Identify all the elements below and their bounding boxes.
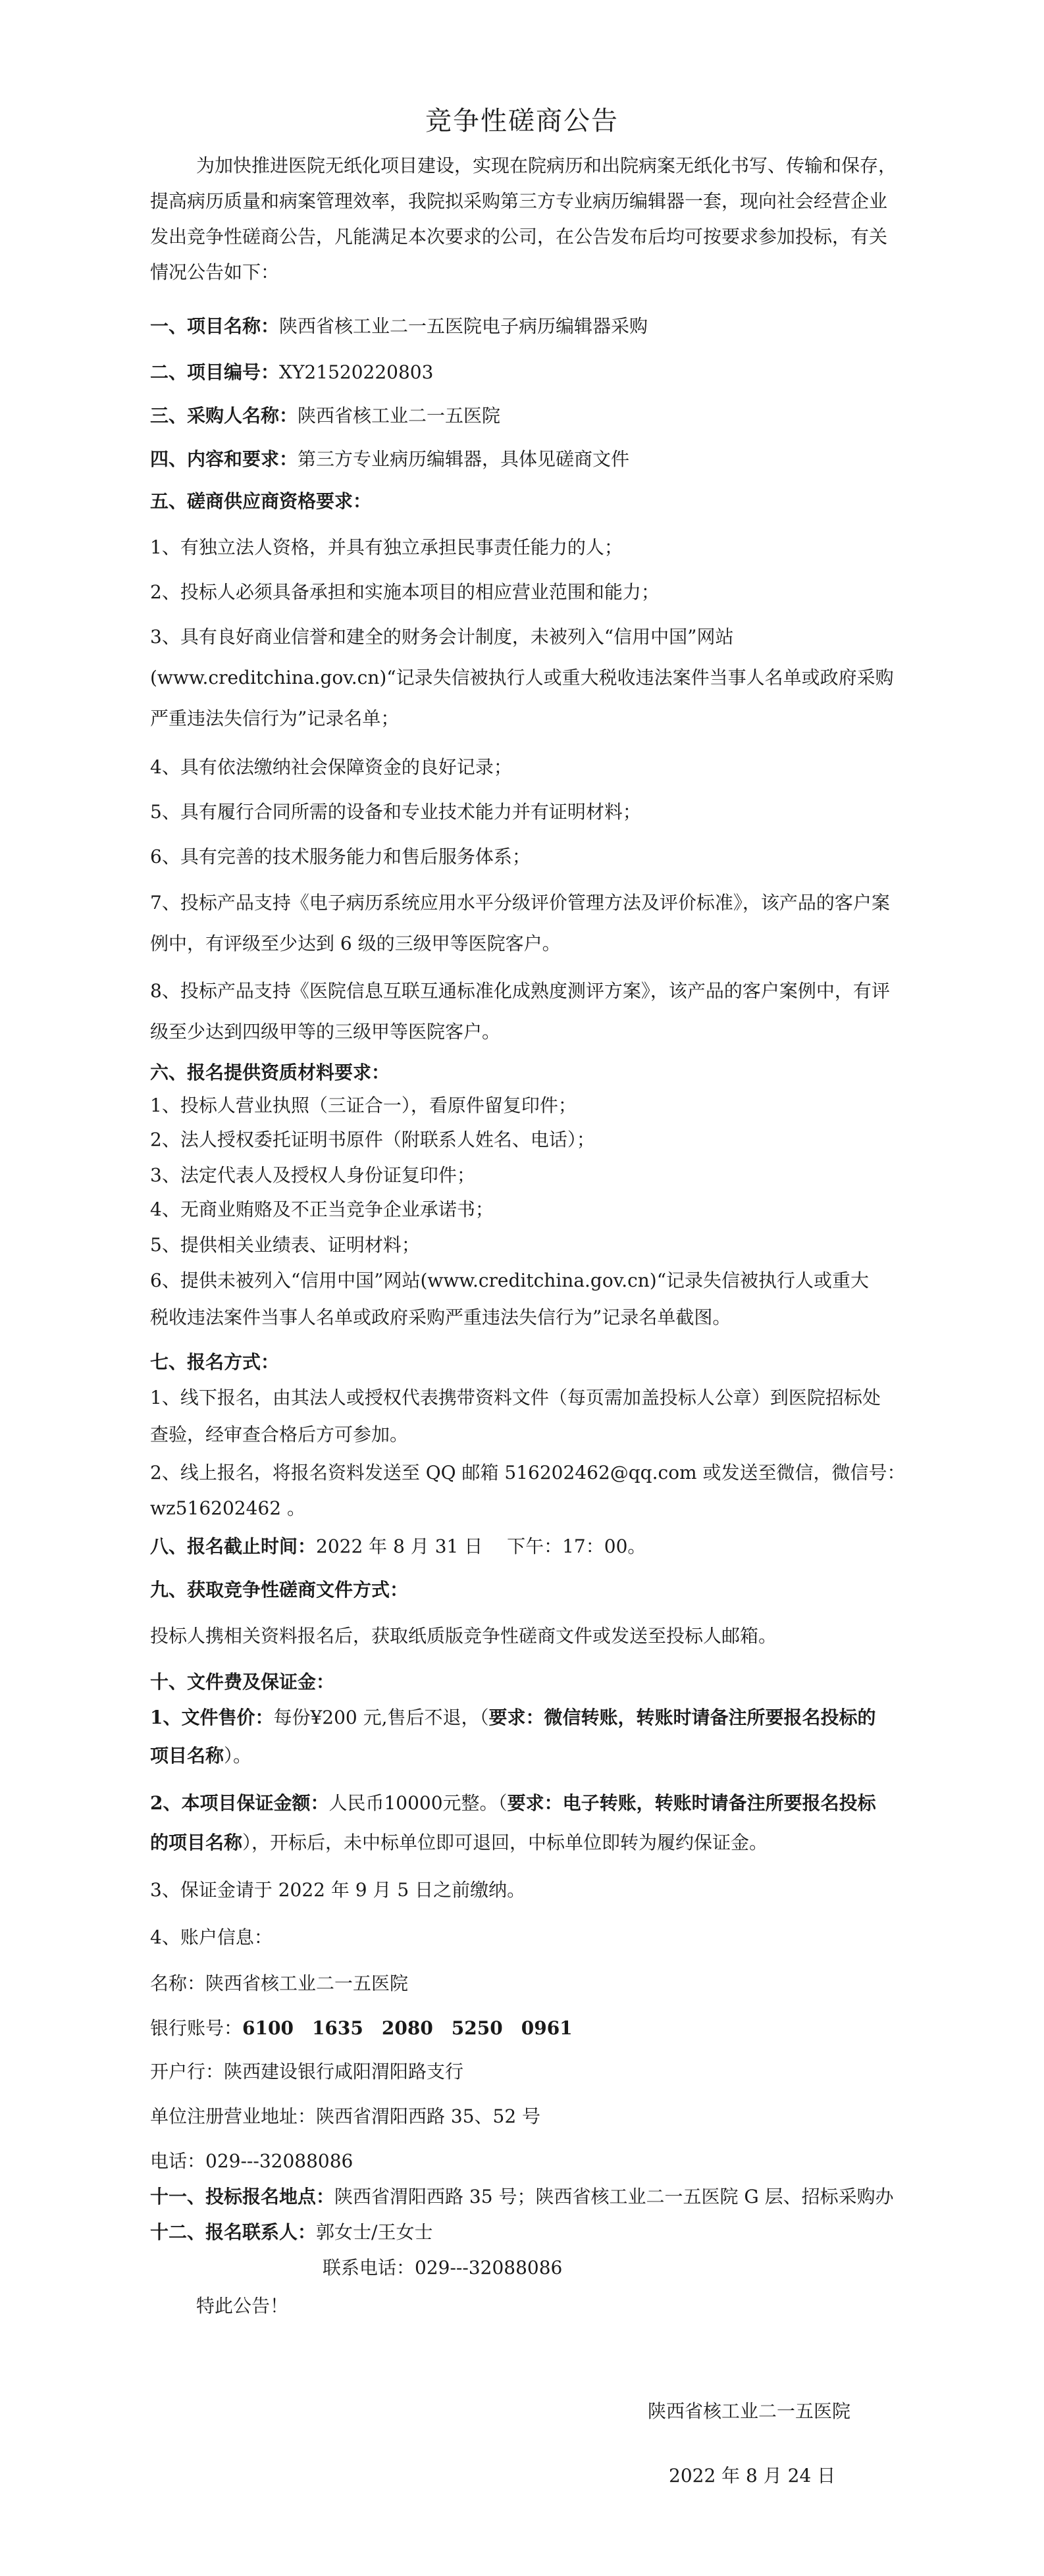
material-item-3: 3、法定代表人及授权人身份证复印件； [150, 1164, 475, 1186]
registration-item-1-cont: 查验，经审查合格后方可参加。 [150, 1424, 409, 1445]
signature-organization: 陕西省核工业二一五医院 [648, 2400, 851, 2422]
material-item-6-cont: 税收违法案件当事人名单或政府采购严重违法失信行为”记录名单截图。 [150, 1306, 731, 1328]
fee-item-1 [150, 1705, 894, 1731]
section-label: 六、报名提供资质材料要求： [150, 1062, 390, 1083]
account-number [150, 2015, 894, 2042]
intro-line-1: 为加快推进医院无纸化项目建设，实现在院病历和出院病案无纸化书写、传输和保存， [196, 155, 897, 176]
section-text: 陕西省渭阳西路 35 号；陕西省核工业二一五医院 G 层、招标采购办 [334, 2186, 894, 2207]
signature-date: 2022 年 8 月 24 日 [669, 2465, 836, 2486]
intro-line-3: 发出竞争性磋商公告，凡能满足本次要求的公司，在公告发布后均可按要求参加投标，有关 [150, 226, 888, 247]
registration-item-1: 1、线下报名，由其法人或授权代表携带资料文件（每页需加盖投标人公章）到医院招标处 [150, 1387, 881, 1408]
section-text: 郭女士/王女士 [316, 2221, 433, 2243]
material-item-1: 1、投标人营业执照（三证合一），看原件留复印件； [150, 1095, 577, 1116]
section-label: 三、采购人名称： [150, 405, 298, 426]
qualification-item-7-cont: 例中，有评级至少达到 6 级的三级甲等医院客户。 [150, 933, 561, 954]
contact-phone: 联系电话：029---32088086 [323, 2257, 563, 2279]
section-label: 四、内容和要求： [150, 448, 298, 470]
fee-item-2 [150, 1790, 894, 1816]
material-item-4: 4、无商业贿赂及不正当竞争企业承诺书； [150, 1198, 494, 1220]
closing-notice: 特此公告！ [196, 2295, 289, 2317]
account-name: 名称：陕西省核工业二一五医院 [150, 1972, 409, 1994]
section-content [150, 446, 894, 473]
qualification-item-5: 5、具有履行合同所需的设备和专业技术能力并有证明材料； [150, 801, 641, 823]
material-item-6: 6、提供未被列入“信用中国”网站(www.creditchina.gov.cn)“记录失信被执行人或重大 [150, 1270, 870, 1291]
qualification-item-4: 4、具有依法缴纳社会保障资金的良好记录； [150, 756, 512, 778]
qualification-item-3-cont: 严重违法失信行为”记录名单； [150, 708, 400, 729]
account-number-value: 6100 1635 2080 5250 0961 [242, 2017, 573, 2039]
section-registration [150, 1349, 894, 1376]
qualification-item-1: 1、有独立法人资格，并具有独立承担民事责任能力的人； [150, 536, 623, 558]
intro-line-4: 情况公告如下： [150, 261, 280, 283]
section-text: 陕西省核工业二一五医院电子病历编辑器采购 [279, 315, 648, 337]
section-label: 十一、投标报名地点： [150, 2186, 335, 2207]
section-label: 八、报名截止时间： [150, 1535, 317, 1557]
section-materials [150, 1060, 894, 1086]
registration-item-2: 2、线上报名，将报名资料发送至 QQ 邮箱 516202462@qq.com 或发送至微信，微信号： [150, 1462, 906, 1483]
fee-text: 每份¥200 元,售后不退，（ [273, 1707, 489, 1728]
qualification-item-2: 2、投标人必须具备承担和实施本项目的相应营业范围和能力； [150, 581, 660, 603]
section-label: 二、项目编号： [150, 361, 280, 383]
section-text: XY21520220803 [279, 361, 434, 383]
fee-item-3: 3、保证金请于 2022 年 9 月 5 日之前缴纳。 [150, 1879, 526, 1901]
qualification-item-3-cont: (www.creditchina.gov.cn)“记录失信被执行人或重大税收违法案件当事人名单或政府采购 [150, 667, 894, 688]
section-project-number [150, 359, 894, 386]
fee-label: 2、本项目保证金额： [150, 1792, 329, 1814]
section-label: 十二、报名联系人： [150, 2221, 317, 2243]
section-text: 第三方专业病历编辑器，具体见磋商文件 [298, 448, 630, 470]
qualification-item-6: 6、具有完善的技术服务能力和售后服务体系； [150, 846, 531, 867]
account-bank: 开户行：陕西建设银行咸阳渭阳路支行 [150, 2061, 464, 2082]
fee-item-4: 4、账户信息： [150, 1926, 273, 1948]
qualification-item-8: 8、投标产品支持《医院信息互联互通标准化成熟度测评方案》，该产品的客户案例中，有评 [150, 980, 890, 1002]
section-location [150, 2184, 894, 2210]
section-fees [150, 1669, 894, 1695]
registration-item-2-cont: wz516202462 。 [150, 1497, 305, 1519]
account-phone: 电话：029---32088086 [150, 2150, 353, 2172]
fee-text: 人民币10000元整。（ [328, 1792, 508, 1814]
section-qualification [150, 488, 894, 515]
page-title: 竞争性磋商公告 [425, 106, 619, 136]
section-purchaser [150, 403, 894, 429]
section-label: 九、获取竞争性磋商文件方式： [150, 1579, 409, 1601]
fee-label: 1、文件售价： [150, 1707, 274, 1728]
section-text: 2022 年 8 月 31 日 下午：17：00。 [316, 1535, 646, 1557]
fee-text: ），开标后，未中标单位即可退回，中标单位即转为履约保证金。 [242, 1832, 768, 1853]
account-number-label: 银行账号： [150, 2017, 243, 2039]
account-address: 单位注册营业地址：陕西省渭阳西路 35、52 号 [150, 2105, 541, 2127]
qualification-item-3: 3、具有良好商业信誉和建全的财务会计制度，未被列入“信用中国”网站 [150, 626, 734, 648]
section-label: 七、报名方式： [150, 1351, 280, 1373]
intro-line-2: 提高病历质量和病案管理效率，我院拟采购第三方专业病历编辑器一套，现向社会经营企业 [150, 190, 888, 212]
material-item-2: 2、法人授权委托证明书原件（附联系人姓名、电话）； [150, 1129, 595, 1150]
section-label: 五、磋商供应商资格要求： [150, 490, 372, 512]
section-label: 十、文件费及保证金： [150, 1671, 335, 1693]
fee-requirement: 的项目名称 [150, 1832, 243, 1853]
section-project-name [150, 313, 894, 340]
section-deadline [150, 1533, 894, 1560]
fee-item-1-cont [150, 1743, 894, 1769]
fee-text: ）。 [224, 1745, 252, 1766]
section-label: 一、项目名称： [150, 315, 280, 337]
fee-item-2-cont [150, 1830, 894, 1856]
section-documents [150, 1577, 894, 1603]
qualification-item-7: 7、投标产品支持《电子病历系统应用水平分级评价管理方法及评价标准》，该产品的客户案 [150, 892, 890, 914]
fee-requirement: 要求：电子转账，转账时请备注所要报名投标 [507, 1792, 876, 1814]
section-text: 陕西省核工业二一五医院 [298, 405, 501, 426]
qualification-item-8-cont: 级至少达到四级甲等的三级甲等医院客户。 [150, 1021, 501, 1043]
documents-text: 投标人携相关资料报名后，获取纸质版竞争性磋商文件或发送至投标人邮箱。 [150, 1625, 777, 1647]
material-item-5: 5、提供相关业绩表、证明材料； [150, 1234, 420, 1256]
section-contact [150, 2219, 894, 2246]
fee-requirement: 要求：微信转账，转账时请备注所要报名投标的 [488, 1707, 876, 1728]
fee-requirement: 项目名称 [150, 1745, 224, 1766]
